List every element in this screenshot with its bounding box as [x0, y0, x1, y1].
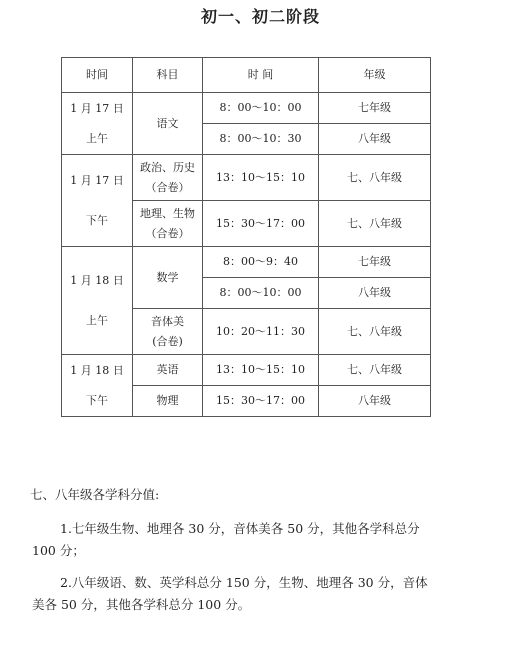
subject-line2: （合卷）	[145, 180, 190, 194]
grade-cell: 七、八年级	[319, 155, 431, 201]
score-notes	[30, 484, 500, 616]
date-text: 1 月 17 日	[70, 173, 124, 187]
date-cell	[62, 93, 133, 155]
period-text: 上午	[86, 313, 108, 327]
grade-cell: 八年级	[319, 278, 431, 309]
subject-line1: 政治、历史	[140, 160, 195, 174]
note-item-2-line1: 2.八年级语、数、英学科总分 150 分，生物、地理各 30 分，音体	[60, 575, 428, 590]
date-cell	[62, 155, 133, 247]
subject-cell: 语文	[133, 93, 203, 155]
page-title: 初一、初二阶段	[200, 7, 320, 26]
time-cell: 15：30～17：00	[203, 201, 319, 247]
table-row	[62, 93, 431, 124]
table-row	[62, 247, 431, 278]
time-cell: 10：20～11：30	[203, 309, 319, 355]
time-cell: 13：10～15：10	[203, 355, 319, 386]
header-date: 时间	[62, 58, 133, 93]
header-grade: 年级	[319, 58, 431, 93]
grade-cell: 八年级	[319, 386, 431, 417]
note-item-2-line2: 美各 50 分，其他各学科总分 100 分。	[32, 597, 251, 612]
subject-line2: (合卷)	[152, 334, 183, 348]
period-text: 下午	[86, 393, 108, 407]
subject-cell	[133, 155, 203, 201]
grade-cell: 七、八年级	[319, 309, 431, 355]
subject-cell: 英语	[133, 355, 203, 386]
date-cell	[62, 247, 133, 355]
header-time: 时 间	[203, 58, 319, 93]
date-cell	[62, 355, 133, 417]
time-cell: 13：10～15：10	[203, 155, 319, 201]
grade-cell: 八年级	[319, 124, 431, 155]
header-subject: 科目	[133, 58, 203, 93]
subject-cell: 数学	[133, 247, 203, 309]
time-cell: 8：00～9：40	[203, 247, 319, 278]
time-cell: 8：00～10：00	[203, 93, 319, 124]
grade-cell: 七年级	[319, 247, 431, 278]
exam-schedule-table	[61, 57, 431, 417]
table-row	[62, 155, 431, 201]
subject-line1: 地理、生物	[140, 206, 195, 220]
period-text: 下午	[86, 213, 108, 227]
note-item-1-line1: 1.七年级生物、地理各 30 分，音体美各 50 分，其他各学科总分	[60, 521, 420, 536]
time-cell: 15：30～17：00	[203, 386, 319, 417]
table-header-row	[62, 58, 431, 93]
grade-cell: 七、八年级	[319, 201, 431, 247]
table-row	[62, 355, 431, 386]
grade-cell: 七、八年级	[319, 355, 431, 386]
time-cell: 8：00～10：30	[203, 124, 319, 155]
grade-cell: 七年级	[319, 93, 431, 124]
subject-line1: 音体美	[151, 314, 184, 328]
date-text: 1 月 17 日	[70, 101, 124, 115]
subject-cell	[133, 309, 203, 355]
subject-cell: 物理	[133, 386, 203, 417]
date-text: 1 月 18 日	[70, 273, 124, 287]
notes-heading: 七、八年级各学科分值:	[30, 487, 160, 502]
period-text: 上午	[86, 131, 108, 145]
date-text: 1 月 18 日	[70, 363, 124, 377]
subject-cell	[133, 201, 203, 247]
time-cell: 8：00～10：00	[203, 278, 319, 309]
note-item-1-line2: 100 分；	[32, 543, 85, 558]
subject-line2: （合卷）	[145, 226, 190, 240]
